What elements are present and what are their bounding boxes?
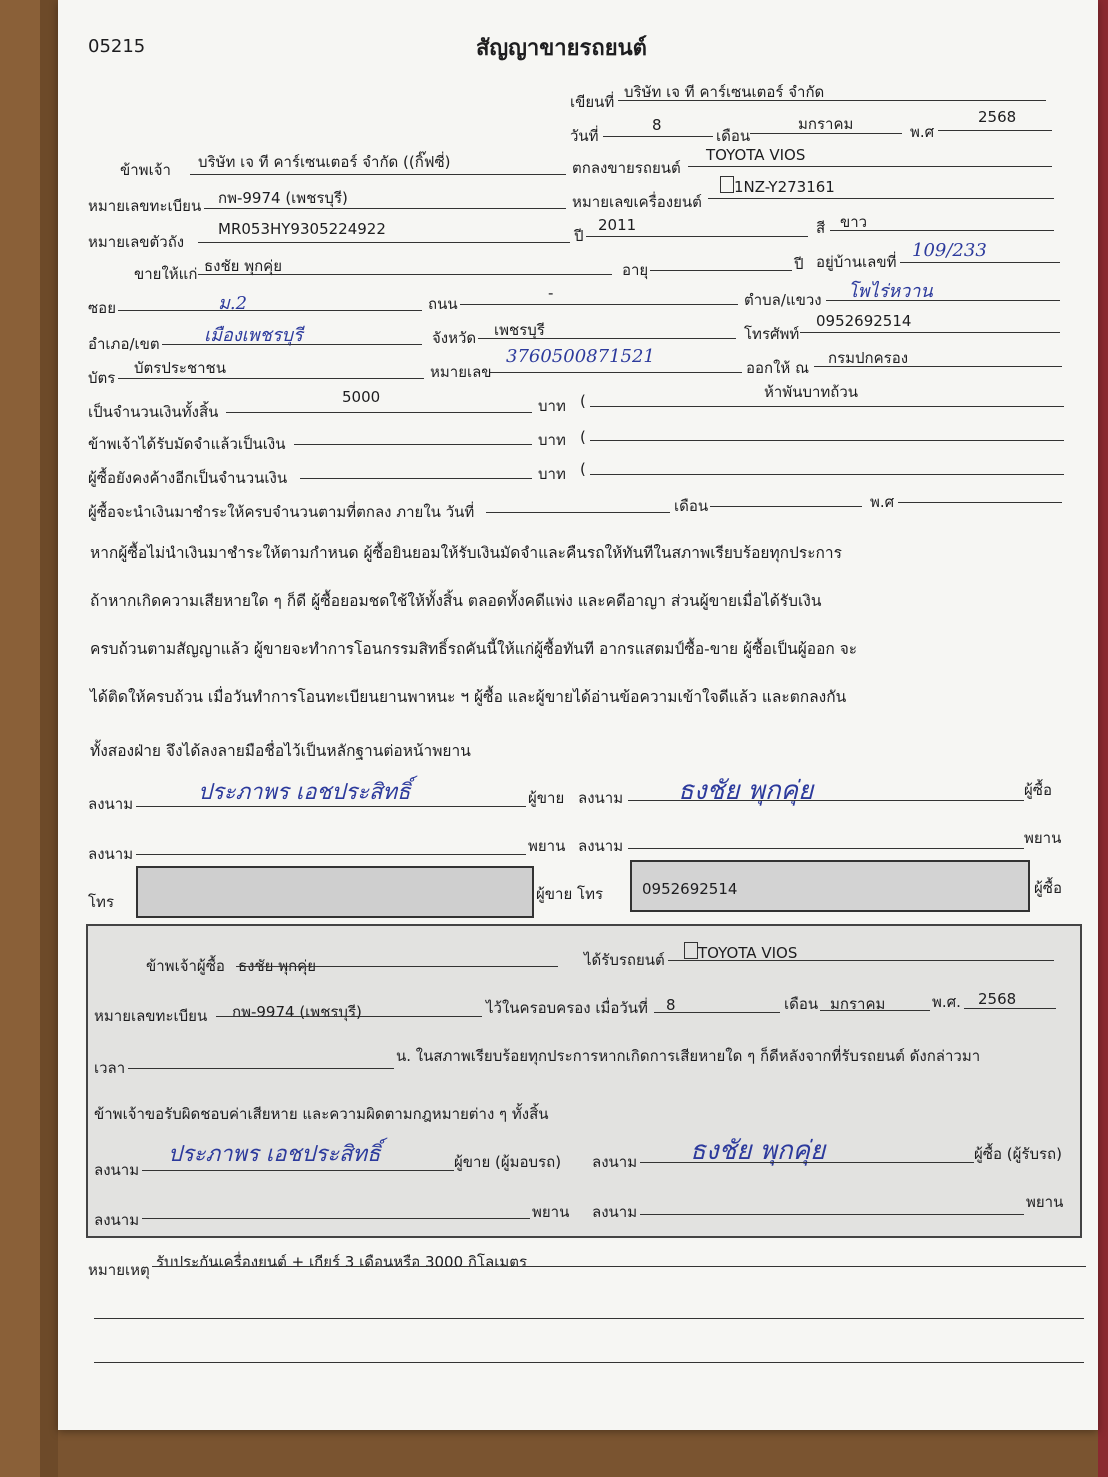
witness1-sign-line (136, 854, 526, 855)
receipt-year-line (964, 1008, 1056, 1009)
seller-role-label: ผู้ขาย (528, 789, 565, 807)
seller-name-line (190, 174, 566, 175)
receipt-time-label: เวลา (94, 1059, 126, 1077)
terms-line-5: ทั้งสองฝ่าย จึงได้ลงลายมือชื่อไว้เป็นหลักฐานต่อหน้าพยาน (90, 742, 471, 760)
receipt-car-checkbox (684, 942, 698, 959)
seller-sign-line (136, 806, 526, 807)
redacted-tel-box (136, 866, 534, 918)
witness1-role-label: พยาน (528, 837, 566, 855)
road-line (460, 304, 738, 305)
witness2-sign-label: ลงนาม (578, 837, 624, 855)
receipt-car-line (668, 960, 1054, 961)
buyer-sign-line (628, 800, 1024, 801)
chassis-label: หมายเลขตัวถัง (88, 233, 185, 251)
total-label: เป็นจำนวนเงินทั้งสิ้น (88, 403, 219, 421)
witness1-sign-label: ลงนาม (88, 845, 134, 863)
date-year: 2568 (978, 108, 1017, 126)
terms-line-3: ครบถ้วนตามสัญญาแล้ว ผู้ขายจะทำการโอนกรรมสิทธิ์รถคันนี้ให้แก่ผู้ซื้อทันที อากรแสตมป์ซื้อ-ขาย ผู้ซื้อเป็นผู้ออก จะ (90, 640, 858, 658)
total-amount: 5000 (342, 388, 381, 406)
engine-number: 1NZ-Y273161 (734, 178, 835, 196)
district-line (162, 344, 422, 345)
issued-by-label: ออกให้ ณ (746, 359, 809, 377)
agree-sell-label: ตกลงขายรถยนต์ (572, 159, 681, 177)
note-text: รับประกันเครื่องยนต์ + เกียร์ 3 เดือนหรือ 3000 กิโลเมตร (156, 1253, 528, 1271)
receipt-plate-line (216, 1016, 482, 1017)
red-folder-edge (1098, 0, 1108, 1477)
pay-day-line (486, 512, 670, 513)
soi-line (118, 310, 422, 311)
date-month-line (750, 133, 902, 134)
buyer-signature: ธงชัย พุกคุ่ย (678, 776, 814, 806)
receipt-buyer-sign-line (640, 1162, 974, 1163)
receipt-responsibility-text: ข้าพเจ้าขอรับผิดชอบค่าเสียหาย และความผิดตามกฎหมายต่าง ๆ ทั้งสิ้น (94, 1105, 549, 1123)
road-value: - (548, 284, 554, 302)
card-label: บัตร (88, 369, 116, 387)
card-number: 3760500871521 (506, 346, 655, 367)
year-model-label: ปี (574, 227, 584, 245)
date-day-line (603, 136, 713, 137)
date-label: วันที่ (570, 127, 599, 145)
color-value: ขาว (840, 213, 868, 231)
issued-by-line (814, 366, 1062, 367)
plate-label: หมายเลขทะเบียน (88, 197, 202, 215)
engine-label: หมายเลขเครื่องยนต์ (572, 193, 702, 211)
house-no-line (900, 262, 1060, 263)
contract-paper (58, 0, 1098, 1430)
date-year-line (938, 130, 1052, 131)
receipt-possession-label: ไว้ในครอบครอง เมื่อวันที่ (486, 999, 648, 1017)
receipt-seller-role: ผู้ขาย (ผู้มอบรถ) (454, 1153, 562, 1171)
buyer-sign-label: ลงนาม (578, 789, 624, 807)
remaining-label: ผู้ซื้อยังคงค้างอีกเป็นจำนวนเงิน (88, 469, 288, 487)
subdistrict-value: โพไร่หวาน (848, 281, 933, 302)
phone-value: 0952692514 (816, 312, 912, 330)
house-number: 109/233 (912, 240, 987, 261)
issued-by-value: กรมปกครอง (828, 349, 909, 367)
district-label: อำเภอ/เขต (88, 335, 160, 353)
witness2-role-label: พยาน (1024, 829, 1062, 847)
receipt-condition-text: น. ในสภาพเรียบร้อยทุกประการหากเกิดการเสียหายใด ๆ ก็ดีหลังจากที่รับรถยนต์ ดังกล่าวมา (396, 1047, 981, 1065)
date-month: มกราคม (798, 115, 854, 133)
receipt-day: 8 (666, 996, 676, 1014)
receipt-buyer-name: ธงชัย พุกคุ่ย (238, 957, 317, 975)
receipt-received-label: ได้รับรถยนต์ (584, 951, 665, 969)
color-line (830, 230, 1054, 231)
receipt-buyer-label: ข้าพเจ้าผู้ซื้อ (146, 957, 225, 975)
receipt-witness1-role: พยาน (532, 1203, 570, 1221)
province-value: เพชรบุรี (494, 321, 545, 339)
remaining-amount-line (300, 478, 532, 479)
receipt-buyer-signature: ธงชัย พุกคุ่ย (690, 1136, 826, 1166)
written-at-label: เขียนที่ (570, 93, 615, 111)
note-label: หมายเหตุ (88, 1261, 150, 1279)
soi-label: ซอย (88, 299, 116, 317)
written-at-line (618, 100, 1046, 101)
receipt-witness2-sign-label: ลงนาม (592, 1203, 638, 1221)
deposit-words-open: ( (580, 428, 586, 446)
total-amount-line (226, 412, 532, 413)
pay-year-line (898, 502, 1062, 503)
note-line-3 (94, 1362, 1084, 1363)
buyer-name: ธงชัย พุกคุ่ย (204, 257, 283, 275)
year-model: 2011 (598, 216, 637, 234)
color-label: สี (816, 219, 826, 237)
plate-line (204, 208, 566, 209)
pay-month-line (710, 506, 862, 507)
receipt-plate: กพ-9974 (เพชรบุรี) (232, 1003, 362, 1021)
terms-line-2: ถ้าหากเกิดความเสียหายใด ๆ ก็ดี ผู้ซื้อยอมชดใช้ให้ทั้งสิ้น ตลอดทั้งคดีแพ่ง และคดีอาญา ส่วนผู้ขายเมื่อได้รับเงิน (90, 592, 822, 610)
document-title: สัญญาขายรถยนต์ (476, 36, 647, 61)
year-label: พ.ศ (910, 123, 935, 141)
age-label: อายุ (622, 261, 649, 279)
chassis-line (198, 242, 570, 243)
receipt-plate-label: หมายเลขทะเบียน (94, 1007, 208, 1025)
tel-label: โทร (88, 893, 115, 911)
card-no-line (490, 372, 742, 373)
year-model-line (586, 236, 808, 237)
document-number: 05215 (88, 36, 146, 57)
seller-tel-value: 0952692514 (642, 880, 738, 898)
remaining-words-line (590, 474, 1064, 475)
total-words-open: ( (580, 392, 586, 410)
total-baht-label: บาท (538, 397, 566, 415)
province-label: จังหวัด (432, 329, 477, 347)
wood-edge-left-inner (40, 0, 58, 1477)
note-line-2 (94, 1318, 1084, 1319)
receipt-year-label: พ.ศ. (932, 993, 961, 1011)
seller-tel-label: ผู้ขาย โทร (536, 885, 604, 903)
seller-sign-label: ลงนาม (88, 795, 134, 813)
receipt-witness2-role: พยาน (1026, 1193, 1064, 1211)
seller-name: บริษัท เจ ที คาร์เซนเตอร์ จำกัด ((กิ๊ฟซี่) (198, 153, 451, 171)
receipt-day-line (654, 1012, 780, 1013)
remaining-baht-label: บาท (538, 465, 566, 483)
pay-within-label: ผู้ซื้อจะนำเงินมาชำระให้ครบจำนวนตามที่ตกลง ภายใน วันที่ (88, 503, 475, 521)
car-model: TOYOTA VIOS (706, 146, 806, 164)
soi-value: ม.2 (218, 293, 248, 314)
deposit-label: ข้าพเจ้าได้รับมัดจำแล้วเป็นเงิน (88, 435, 286, 453)
province-line (478, 338, 736, 339)
subdistrict-line (826, 300, 1060, 301)
card-type-line (118, 378, 424, 379)
receipt-witness1-sign-label: ลงนาม (94, 1211, 140, 1229)
deposit-words-line (590, 440, 1064, 441)
sell-to-label: ขายให้แก่ (134, 265, 198, 283)
phone-line (800, 332, 1060, 333)
seller-signature: ประภาพร เอชประสิทธิ์ (198, 780, 411, 805)
buyer-name-line (198, 274, 612, 275)
card-no-label: หมายเลข (430, 363, 492, 381)
deposit-baht-label: บาท (538, 431, 566, 449)
receipt-witness1-line (142, 1218, 530, 1219)
receipt-seller-signature: ประภาพร เอชประสิทธิ์ (168, 1142, 381, 1167)
buyer-role-label: ผู้ซื้อ (1024, 781, 1052, 799)
district-value: เมืองเพชรบุรี (204, 325, 303, 346)
written-at-value: บริษัท เจ ที คาร์เซนเตอร์ จำกัด (624, 83, 825, 101)
subdistrict-label: ตำบล/แขวง (744, 291, 822, 309)
years-label: ปี (794, 255, 804, 273)
terms-line-4: ได้ติดให้ครบถ้วน เมื่อวันทำการโอนทะเบียนยานพาหนะ ฯ ผู้ซื้อ และผู้ขายได้อ่านข้อความเข้าใจดีแล้ว และตกลงกัน (90, 688, 847, 706)
witness2-sign-line (628, 848, 1024, 849)
pay-month-label: เดือน (674, 497, 709, 515)
receipt-car-model: TOYOTA VIOS (698, 944, 798, 962)
engine-line (708, 198, 1054, 199)
receipt-witness2-line (640, 1214, 1024, 1215)
pay-year-label: พ.ศ (870, 493, 895, 511)
house-no-label: อยู่บ้านเลขที่ (816, 253, 897, 271)
total-words-line (590, 406, 1064, 407)
deposit-amount-line (294, 444, 532, 445)
receipt-buyer-line (236, 966, 558, 967)
i-label: ข้าพเจ้า (120, 161, 171, 179)
date-day: 8 (652, 116, 662, 134)
total-words: ห้าพันบาทถ้วน (764, 383, 859, 401)
receipt-year: 2568 (978, 990, 1017, 1008)
month-label: เดือน (716, 127, 751, 145)
receipt-month-line (820, 1010, 930, 1011)
age-line (650, 270, 792, 271)
terms-line-1: หากผู้ซื้อไม่นำเงินมาชำระให้ตามกำหนด ผู้ซื้อยินยอมให้รับเงินมัดจำและคืนรถให้ทันทีในสภาพเรียบร้อยทุกประการ (90, 544, 842, 562)
receipt-time-line (128, 1068, 394, 1069)
receipt-month: มกราคม (830, 995, 886, 1013)
remaining-words-open: ( (580, 460, 586, 478)
receipt-seller-sign-label: ลงนาม (94, 1161, 140, 1179)
engine-checkbox (720, 176, 734, 193)
phone-label: โทรศัพท์ (744, 325, 800, 343)
note-line-1 (152, 1266, 1086, 1267)
chassis-number: MR053HY9305224922 (218, 220, 386, 238)
tel-buyer-role-label: ผู้ซื้อ (1034, 879, 1062, 897)
plate-value: กพ-9974 (เพชรบุรี) (218, 189, 348, 207)
receipt-buyer-sign-label: ลงนาม (592, 1153, 638, 1171)
card-type: บัตรประชาชน (134, 359, 226, 377)
car-model-line (688, 166, 1052, 167)
road-label: ถนน (428, 295, 458, 313)
wood-edge-left (0, 0, 40, 1477)
receipt-seller-sign-line (142, 1170, 454, 1171)
receipt-buyer-role: ผู้ซื้อ (ผู้รับรถ) (974, 1145, 1062, 1163)
receipt-month-label: เดือน (784, 995, 819, 1013)
